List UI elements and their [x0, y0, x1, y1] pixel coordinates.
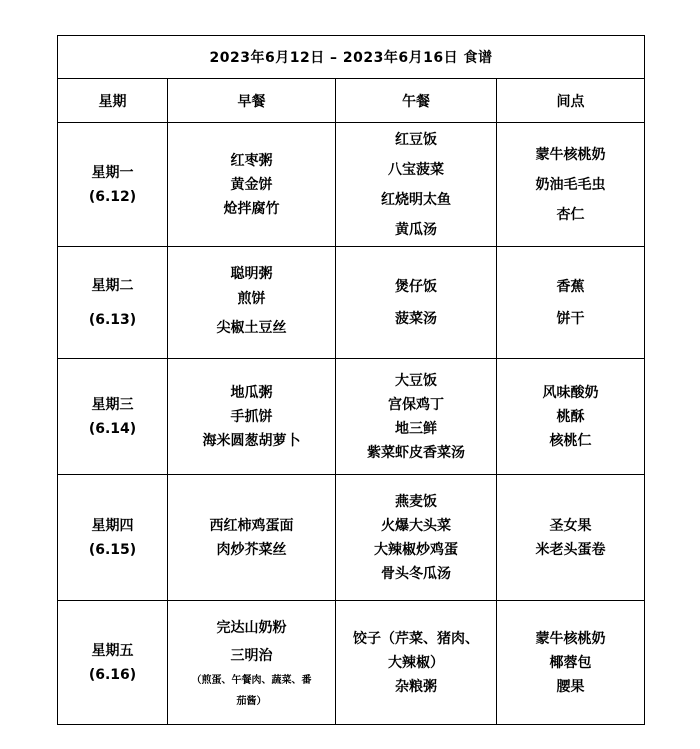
lunch-cell: [336, 247, 497, 359]
day-cell: [58, 247, 168, 359]
menu-item: 地三鲜: [395, 420, 437, 437]
header-row: [58, 79, 645, 123]
menu-item: 燕麦饭: [395, 493, 437, 510]
menu-item: 地瓜粥: [230, 384, 273, 401]
header-snack: 间点: [497, 79, 645, 123]
menu-item: 三明治: [230, 647, 273, 664]
menu-item: 红枣粥: [230, 152, 273, 169]
table-row: [58, 359, 645, 475]
breakfast-cell: [168, 123, 336, 247]
menu-item: 宫保鸡丁: [388, 396, 444, 413]
menu-item: 红烧明太鱼: [381, 191, 451, 208]
day-cell: [58, 601, 168, 725]
title-row: [58, 36, 645, 79]
menu-item: 大豆饭: [395, 372, 437, 389]
breakfast-cell: [168, 601, 336, 725]
menu-item: 核桃仁: [549, 432, 592, 449]
menu-item: 菠菜汤: [395, 310, 437, 327]
menu-item: 桃酥: [556, 408, 585, 425]
menu-item: 炝拌腐竹: [223, 200, 280, 217]
menu-item: 奶油毛毛虫: [535, 176, 606, 193]
menu-item: 肉炒芥菜丝: [216, 541, 287, 558]
menu-item: 腰果: [556, 678, 585, 695]
menu-item: 椰蓉包: [549, 654, 592, 671]
menu-item: 海米圆葱胡萝卜: [202, 432, 301, 449]
menu-item: 米老头蛋卷: [535, 541, 606, 558]
lunch-cell: [336, 475, 497, 601]
menu-item: 煎饼: [237, 290, 266, 307]
menu-item: 西红柿鸡蛋面: [209, 517, 294, 534]
snack-cell: [497, 475, 645, 601]
snack-cell: [497, 359, 645, 475]
snack-cell: [497, 123, 645, 247]
menu-item: 红豆饭: [395, 131, 437, 148]
snack-cell: [497, 601, 645, 725]
day-date: (6.13): [88, 311, 137, 328]
day-cell: [58, 359, 168, 475]
menu-item: 蒙牛核桃奶: [535, 630, 606, 647]
menu-item: 风味酸奶: [542, 384, 599, 401]
menu-item: 圣女果: [549, 517, 592, 534]
day-cell: [58, 475, 168, 601]
lunch-cell: [336, 123, 497, 247]
lunch-cell: [336, 601, 497, 725]
menu-table: [57, 35, 645, 725]
table-row: [58, 601, 645, 725]
menu-item: 尖椒土豆丝: [216, 319, 287, 336]
header-day: 星期: [58, 79, 168, 123]
day-name: 星期五: [91, 642, 134, 659]
menu-item: 煲仔饭: [395, 278, 437, 295]
table-row: [58, 247, 645, 359]
menu-item: 香蕉: [556, 278, 585, 295]
menu-item-note: （煎蛋、午餐肉、蔬菜、番: [191, 674, 312, 686]
menu-item: 紫菜虾皮香菜汤: [367, 444, 465, 461]
breakfast-cell: [168, 475, 336, 601]
menu-item-note: 茄酱）: [236, 695, 267, 707]
menu-item: 黄金饼: [230, 176, 273, 193]
menu-item: 饺子（芹菜、猪肉、: [353, 630, 479, 647]
menu-item: 饼干: [556, 310, 585, 327]
lunch-cell: [336, 359, 497, 475]
day-name: 星期三: [91, 396, 134, 413]
breakfast-cell: [168, 359, 336, 475]
menu-item: 骨头冬瓜汤: [381, 565, 451, 582]
menu-item: 聪明粥: [230, 265, 273, 282]
menu-item: 八宝菠菜: [388, 161, 444, 178]
day-date: (6.15): [88, 541, 137, 558]
menu-item: 大辣椒炒鸡蛋: [374, 541, 458, 558]
day-name: 星期四: [91, 517, 134, 534]
table-row: [58, 475, 645, 601]
day-date: (6.14): [88, 420, 137, 437]
menu-item: 手抓饼: [230, 408, 273, 425]
menu-item: 杂粮粥: [395, 678, 437, 695]
menu-item: 蒙牛核桃奶: [535, 146, 606, 163]
menu-item: 黄瓜汤: [395, 221, 437, 238]
menu-title: 2023年6月12日 – 2023年6月16日 食谱: [58, 36, 645, 79]
menu-item: 杏仁: [556, 206, 585, 223]
day-date: (6.16): [88, 666, 137, 683]
menu-item: 大辣椒）: [388, 654, 444, 671]
day-name: 星期二: [91, 277, 134, 294]
header-breakfast: 早餐: [168, 79, 336, 123]
snack-cell: [497, 247, 645, 359]
table-row: [58, 123, 645, 247]
breakfast-cell: [168, 247, 336, 359]
day-cell: [58, 123, 168, 247]
menu-item: 火爆大头菜: [381, 517, 451, 534]
menu-item: 完达山奶粉: [216, 619, 287, 636]
header-lunch: 午餐: [336, 79, 497, 123]
day-date: (6.12): [88, 188, 137, 205]
day-name: 星期一: [91, 164, 134, 181]
